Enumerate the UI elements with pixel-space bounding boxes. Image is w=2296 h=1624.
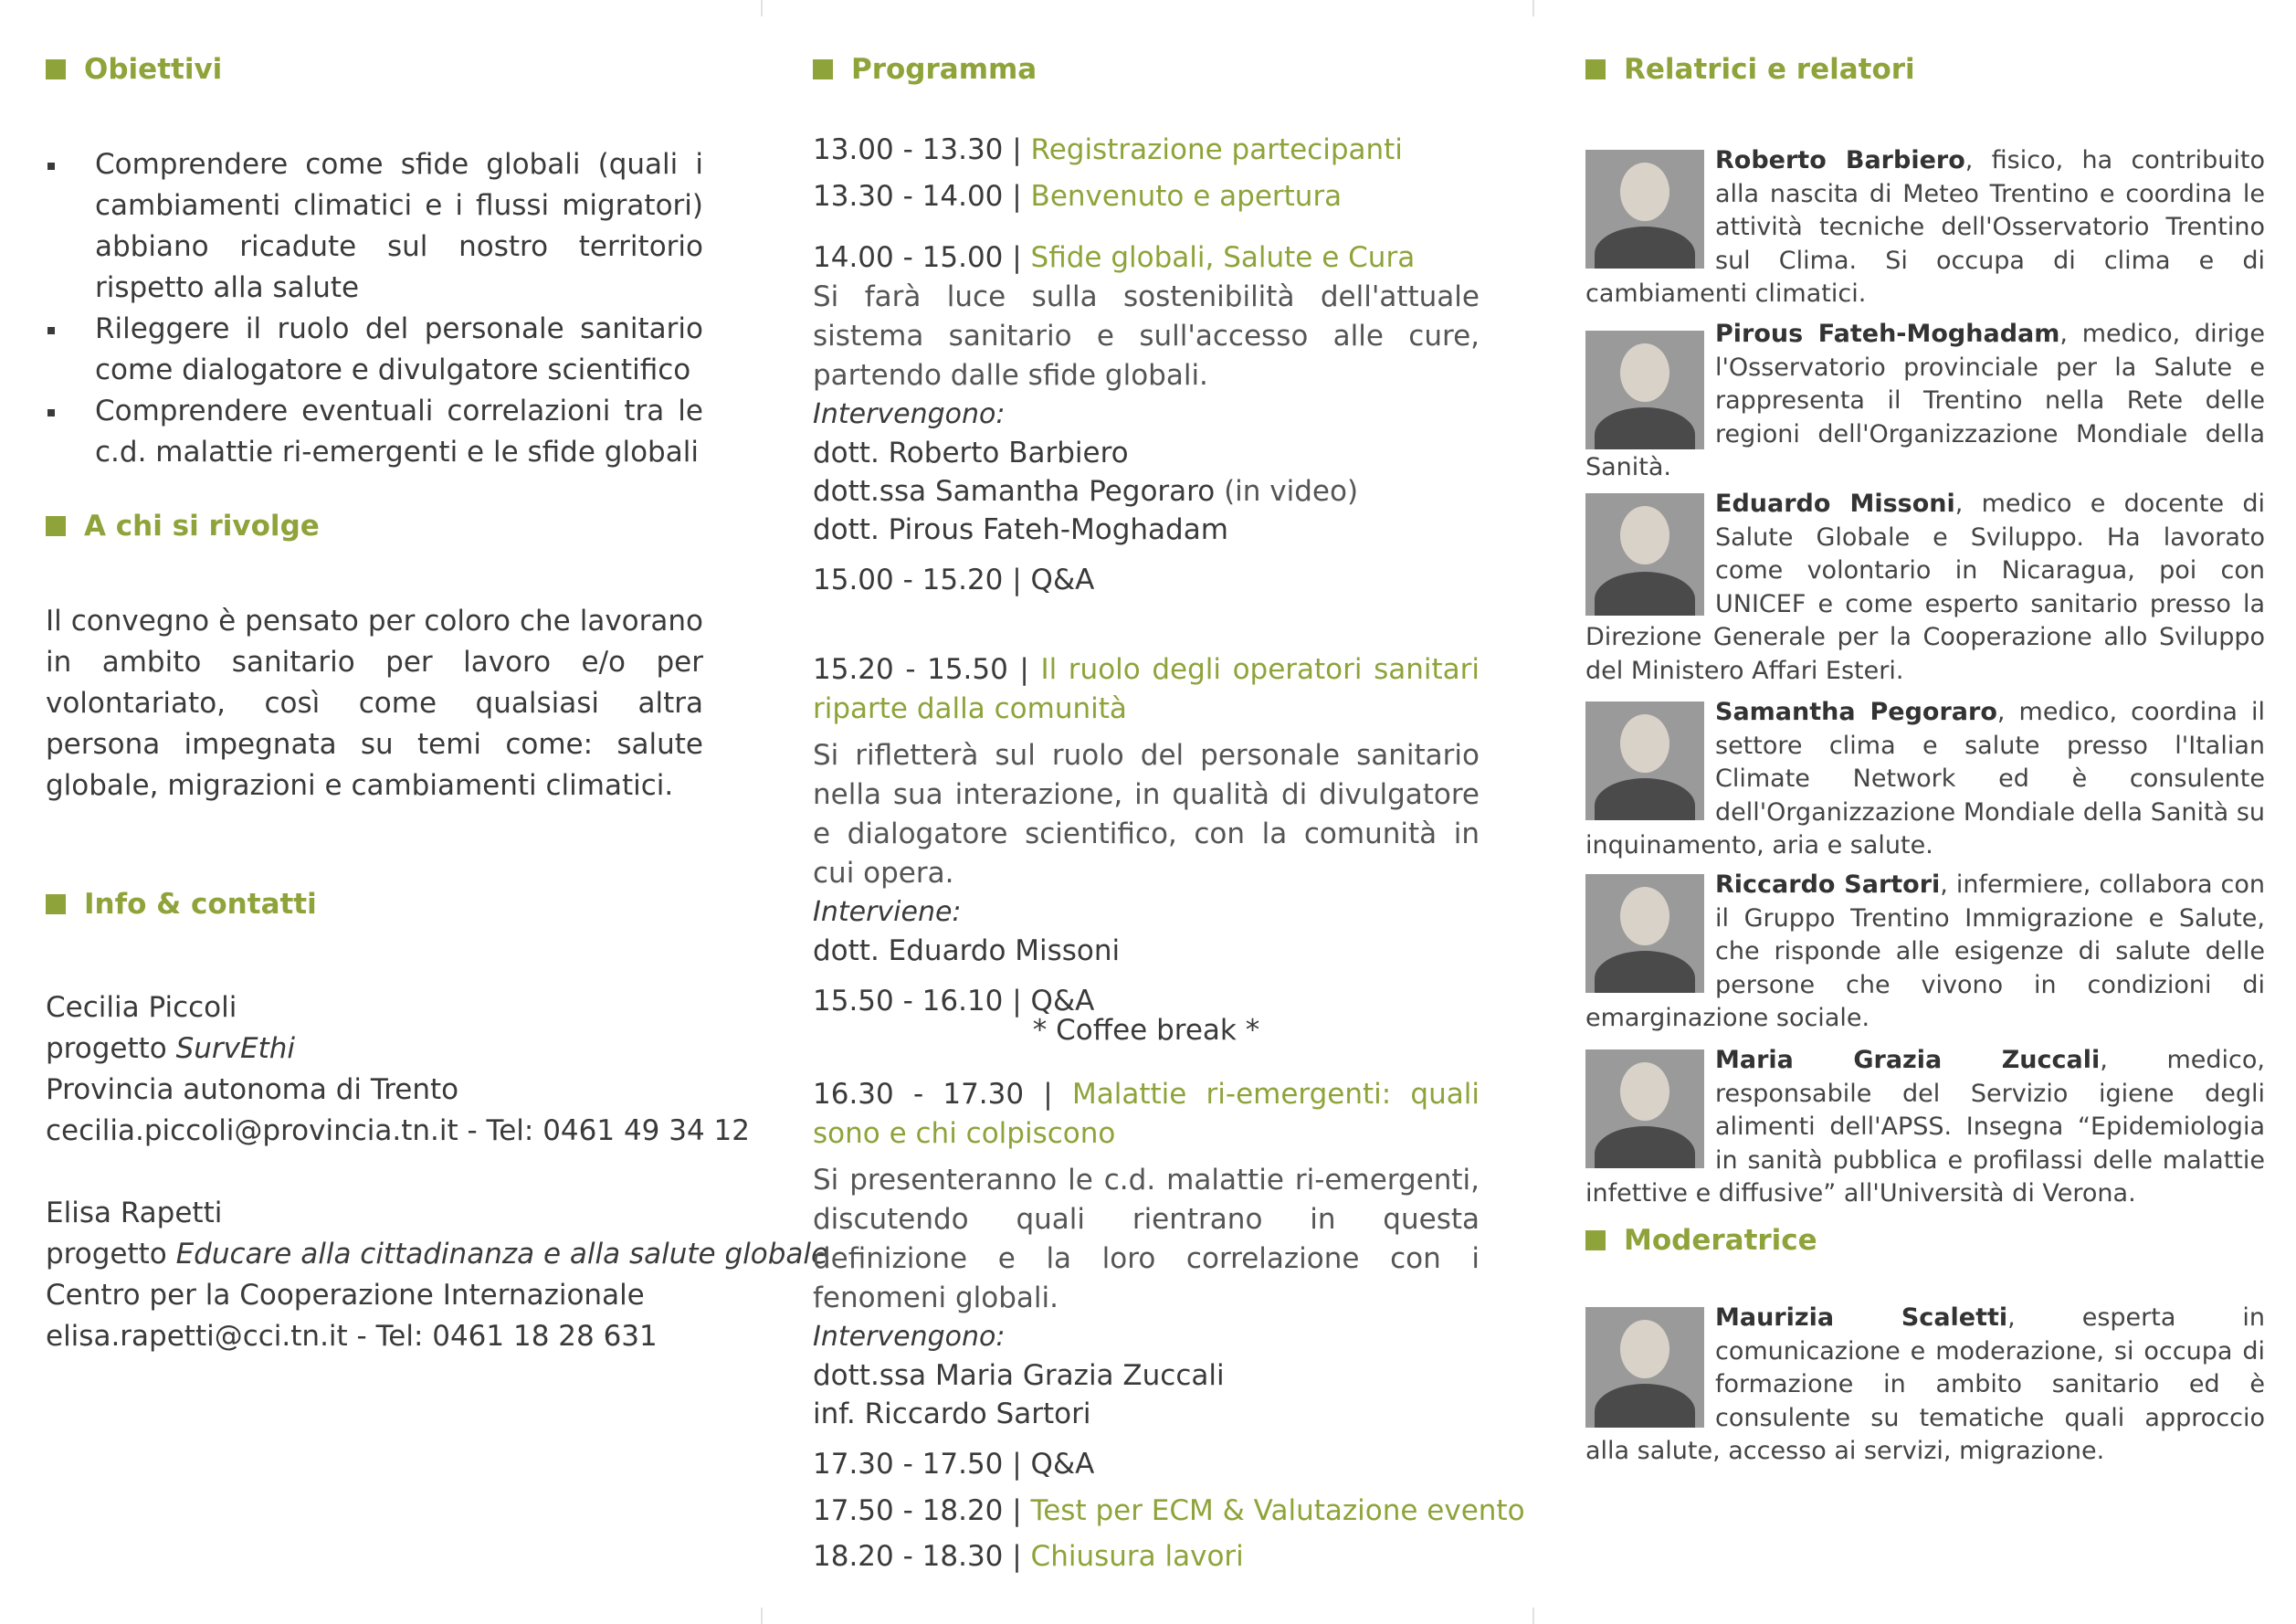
column-left [46,0,829,1624]
qa-slot: 15.00 - 15.20 | Q&A [813,564,1095,596]
speaker-photo [1585,701,1704,820]
fold-mark [1532,0,1534,16]
speaker-card [1585,1044,2265,1211]
section-title-obiettivi: Obiettivi [46,53,222,86]
speaker-bio: Samantha Pegoraro, medico, coordina il settore clima e salute presso l'Italian Climate Network ed è consulente dell'Organizzazione Mondiale della Sanità su inquinamento, aria e salute. [1585,698,2266,859]
objectives-list [46,144,703,473]
session-heading: 15.20 - 15.50 | Il ruolo degli operatori sanitari riparte dalla comunità [813,653,1480,725]
fold-mark [761,1608,763,1624]
speaker: dott.ssa Maria Grazia Zuccali [813,1359,1225,1392]
contact-name: Cecilia Piccoli [46,991,237,1024]
speaker-bio: Riccardo Sartori, infermiere, collabora con il Gruppo Trentino Immigrazione e Salute, che risponde alle esigenze di salute delle persone che vivono in condizioni di emarginazione sociale. [1585,870,2265,1032]
program-session [813,1075,1480,1484]
section-title-programma: Programma [813,53,1037,86]
speakers-label: Intervengono: [813,1321,1006,1353]
qa-slot: 17.30 - 17.50 | Q&A [813,1448,1095,1481]
section-title-relatori: Relatrici e relatori [1585,53,1915,86]
square-bullet-icon [1585,59,1606,79]
column-programma [813,0,1525,1624]
speaker-card [1585,144,2265,311]
contact-card [46,1193,828,1357]
speaker-photo [1585,874,1704,993]
session-heading: 14.00 - 15.00 | Sfide globali, Salute e Cura [813,241,1416,274]
speaker-bio: Eduardo Missoni, medico e docente di Salute Globale e Sviluppo. Ha lavorato come volontario in Nicaragua, poi con UNICEF e come esperto sanitario presso la Direzione Generale per la Cooperazione allo Sviluppo del Ministero Affari Esteri. [1585,490,2265,685]
contact-org: Provincia autonoma di Trento [46,1073,459,1106]
speaker-photo [1585,150,1704,269]
contact-details: cecilia.piccoli@provincia.tn.it - Tel: 0461 49 34 12 [46,1114,751,1147]
contact-card [46,987,750,1152]
qa-slot: 15.50 - 16.10 | Q&A [813,985,1095,1018]
contact-details: elisa.rapetti@cci.tn.it - Tel: 0461 18 28 631 [46,1320,658,1353]
speaker-photo [1585,331,1704,449]
program-item: 13.30 - 14.00 | Benvenuto e apertura [813,180,1343,213]
speaker-bio: Pirous Fateh-Moghadam, medico, dirige l'Osservatorio provinciale per la Salute e rappresenta il Trentino nella Rete delle regioni dell'Organizzazione Mondiale della Sanità. [1585,320,2265,481]
speaker-bio: Roberto Barbiero, fisico, ha contribuito alla nascita di Meteo Trentino e coordina le attività tecniche dell'Osservatorio Trentino sul Clima. Si occupa di clima e di cambiamenti climatici. [1585,146,2265,308]
contact-project: progetto Educare alla cittadinanza e alla salute globale [46,1238,829,1271]
section-title-info: Info & contatti [46,888,317,921]
program-session [813,650,1480,1021]
program-item: 13.00 - 13.30 | Registrazione partecipanti [813,133,1403,166]
session-description: Si rifletterà sul ruolo del personale sanitario nella sua interazione, in qualità di divulgatore e dialogatore scientifico, con la comunità in cui opera. [813,739,1480,890]
speaker-card [1585,318,2265,485]
speaker: dott. Roberto Barbiero [813,437,1129,469]
speaker-card [1585,488,2265,688]
session-description: Si farà luce sulla sostenibilità dell'attuale sistema sanitario e sull'accesso alle cure, partendo dalle sfide globali. [813,280,1480,392]
speaker: dott. Eduardo Missoni [813,934,1121,967]
section-title-moderatrice: Moderatrice [1585,1224,1817,1257]
square-bullet-icon [46,59,66,79]
square-bullet-icon [46,516,66,536]
contact-org: Centro per la Cooperazione Internazionale [46,1279,645,1312]
list-item: Comprendere come sfide globali (quali i cambiamenti climatici e i flussi migratori) abbiano ricadute sul nostro territorio rispetto alla salute [46,144,703,309]
bullet-icon [47,409,55,417]
moderator-card [1585,1302,2265,1469]
moderator-photo [1585,1307,1704,1428]
program-item: 18.20 - 18.30 | Chiusura lavori [813,1540,1244,1573]
moderator-bio: Maurizia Scaletti, esperta in comunicazione e moderazione, si occupa di formazione in ambito sanitario ed è consulente su tematiche quali approccio alla salute, accesso ai servizi, migrazione. [1585,1303,2265,1465]
program-item: 17.50 - 18.20 | Test per ECM & Valutazione evento [813,1494,1525,1527]
contact-project: progetto SurvEthi [46,1032,296,1065]
speaker-bio: Maria Grazia Zuccali, medico, responsabile del Servizio igiene degli alimenti dell'APSS. Insegna “Epidemiologia in sanità pubblica e profilassi delle malattie infettive e diffusive” all'Università di Verona. [1585,1046,2265,1207]
contact-name: Elisa Rapetti [46,1197,223,1229]
fold-mark [761,0,763,16]
speaker-card [1585,869,2265,1036]
speaker-card [1585,696,2265,863]
bullet-icon [47,327,55,334]
speaker-photo [1585,493,1704,616]
square-bullet-icon [813,59,833,79]
speaker-photo [1585,1049,1704,1168]
bullet-icon [47,163,55,170]
speakers-label: Intervengono: [813,398,1006,430]
speakers-label: Interviene: [813,896,962,928]
column-relatori [1585,0,2265,1624]
square-bullet-icon [1585,1230,1606,1250]
session-heading: 16.30 - 17.30 | Malattie ri-emergenti: quali sono e chi colpiscono [813,1078,1480,1150]
list-item: Comprendere eventuali correlazioni tra le c.d. malattie ri-emergenti e le sfide globali [46,391,703,473]
speaker: dott.ssa Samantha Pegoraro (in video) [813,475,1359,508]
session-description: Si presenteranno le c.d. malattie ri-emergenti, discutendo quali rientrano in questa definizione e la loro correlazione con i fenomeni globali. [813,1164,1480,1314]
list-item: Rileggere il ruolo del personale sanitario come dialogatore e divulgatore scientifico [46,309,703,391]
audience-text: Il convegno è pensato per coloro che lavorano in ambito sanitario per lavoro e/o per volontariato, così come qualsiasi altra persona impegnata su temi come: salute globale, migrazioni e cambiamenti climatici. [46,605,703,802]
speaker: dott. Pirous Fateh-Moghadam [813,513,1228,546]
speaker: inf. Riccardo Sartori [813,1397,1091,1430]
section-title-rivolge: A chi si rivolge [46,510,320,543]
coffee-break: * Coffee break * [1032,1014,1260,1047]
square-bullet-icon [46,894,66,914]
fold-mark [1532,1608,1534,1624]
program-session [813,237,1480,600]
